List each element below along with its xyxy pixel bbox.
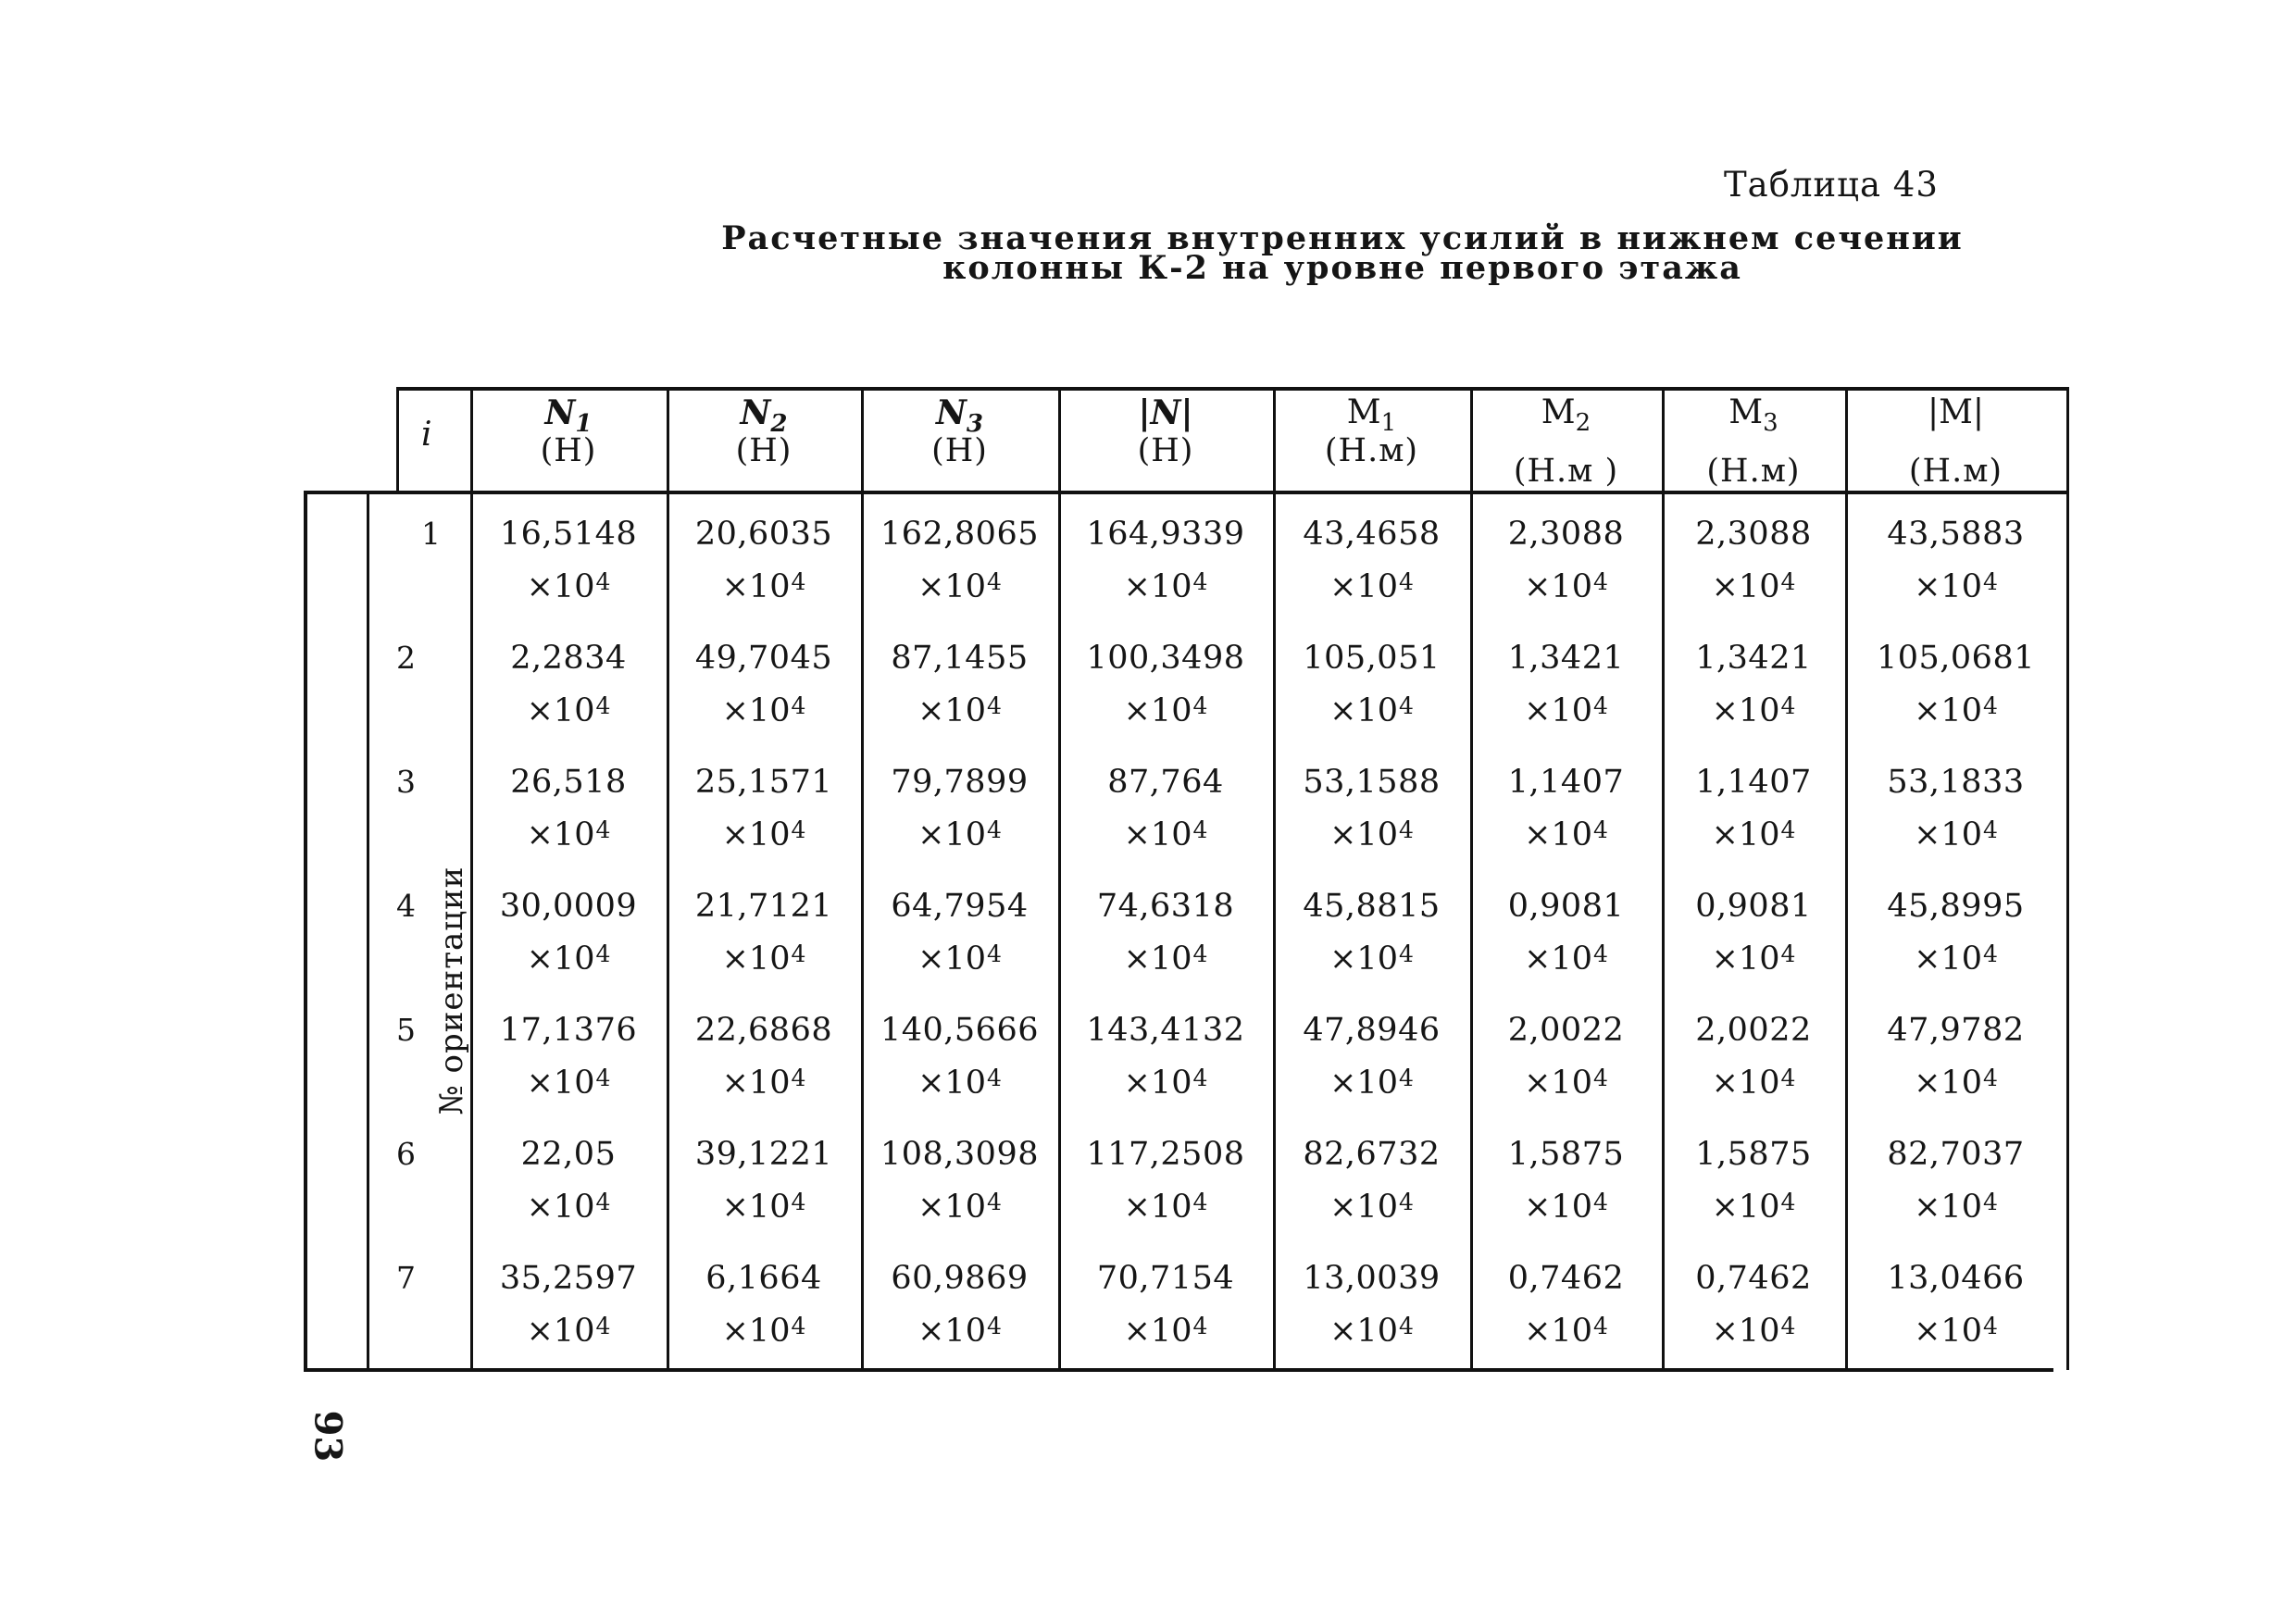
cell-value: 164,9339 xyxy=(1086,516,1245,553)
multiplier-exponent: 4 xyxy=(986,1313,1002,1339)
cell-multiplier xyxy=(1896,568,2016,605)
multiplier-base: ×10 xyxy=(526,1189,595,1226)
multiplier-base: ×10 xyxy=(1914,1313,1982,1350)
multiplier-exponent: 4 xyxy=(595,692,611,719)
row-index: 4 xyxy=(396,888,416,924)
cell-value: 2,0022 xyxy=(1507,1012,1625,1049)
row-index: 2 xyxy=(396,640,416,676)
cell-value: 105,051 xyxy=(1303,640,1441,677)
multiplier-exponent: 4 xyxy=(986,1065,1002,1091)
cell-value: 87,764 xyxy=(1107,764,1224,801)
cell-value: 0,9081 xyxy=(1507,888,1625,925)
multiplier-base: ×10 xyxy=(1329,816,1398,853)
multiplier-base: ×10 xyxy=(1914,692,1982,729)
cell-multiplier xyxy=(704,940,824,978)
multiplier-exponent: 4 xyxy=(1982,940,1998,967)
multiplier-exponent: 4 xyxy=(791,568,806,595)
cell-value: 1,3421 xyxy=(1695,640,1812,677)
multiplier-base: ×10 xyxy=(1711,940,1780,978)
cell-value: 60,9869 xyxy=(891,1260,1029,1297)
cell-multiplier xyxy=(508,1067,629,1100)
cell-value: 117,2508 xyxy=(1086,1136,1245,1173)
cell-multiplier xyxy=(704,568,824,605)
column-border-0 xyxy=(470,387,473,1370)
row-index: 6 xyxy=(396,1136,416,1172)
multiplier-base: ×10 xyxy=(1711,1189,1780,1226)
cell-multiplier xyxy=(1693,568,1814,605)
cell-value: 2,3088 xyxy=(1695,516,1812,553)
cell-value: 25,1571 xyxy=(694,764,833,801)
cell-multiplier xyxy=(508,568,629,605)
cell-multiplier xyxy=(1896,1191,2016,1224)
header-symbol-subscript: 1 xyxy=(1380,409,1397,438)
table-number: Таблица 43 xyxy=(1724,165,1939,205)
multiplier-base: ×10 xyxy=(526,1313,595,1350)
multiplier-exponent: 4 xyxy=(1780,816,1796,843)
cell-value: 49,7045 xyxy=(694,640,833,677)
cell-multiplier xyxy=(1896,692,2016,729)
cell-value: 70,7154 xyxy=(1096,1260,1235,1297)
header-unit-2: (Н) xyxy=(735,432,792,469)
header-unit-8: (Н.м) xyxy=(1908,453,2003,490)
cell-value: 0,9081 xyxy=(1695,888,1812,925)
cell-multiplier xyxy=(1693,1315,1814,1348)
cell-multiplier xyxy=(508,940,629,978)
header-index-symbol: i xyxy=(421,416,432,454)
cell-multiplier xyxy=(1506,1191,1627,1224)
multiplier-exponent: 4 xyxy=(1398,1313,1414,1339)
cell-value: 140,5666 xyxy=(880,1012,1039,1049)
multiplier-base: ×10 xyxy=(1123,816,1192,853)
header-unit-3: (Н) xyxy=(931,432,988,469)
row-index: 7 xyxy=(396,1260,416,1296)
cell-value: 43,4658 xyxy=(1303,516,1441,553)
multiplier-exponent: 4 xyxy=(791,816,806,843)
column-border-1 xyxy=(667,387,669,1370)
multiplier-exponent: 4 xyxy=(1780,1313,1796,1339)
multiplier-base: ×10 xyxy=(1329,568,1398,605)
cell-value: 47,9782 xyxy=(1887,1012,2025,1049)
multiplier-base: ×10 xyxy=(721,692,791,729)
cell-value: 74,6318 xyxy=(1096,888,1235,925)
cell-value: 1,1407 xyxy=(1507,764,1625,801)
multiplier-base: ×10 xyxy=(1329,1065,1398,1102)
header-unit-6: (Н.м ) xyxy=(1513,453,1619,490)
multiplier-exponent: 4 xyxy=(1780,1065,1796,1091)
multiplier-base: ×10 xyxy=(721,568,791,605)
cell-multiplier xyxy=(1506,1067,1627,1100)
row-index: 5 xyxy=(396,1012,416,1048)
multiplier-base: ×10 xyxy=(526,568,595,605)
header-symbol-m2: $M_2$ xyxy=(1541,393,1591,438)
cell-value: 13,0039 xyxy=(1303,1260,1441,1297)
row-group-label: № ориентации xyxy=(433,866,470,1115)
cell-multiplier xyxy=(900,1067,1020,1100)
multiplier-base: ×10 xyxy=(917,692,986,729)
multiplier-exponent: 4 xyxy=(791,1189,806,1215)
cell-value: 16,5148 xyxy=(499,516,638,553)
header-symbol-n1: $N_1$ xyxy=(544,393,593,439)
cell-multiplier xyxy=(1693,940,1814,978)
multiplier-base: ×10 xyxy=(1123,568,1192,605)
cell-multiplier xyxy=(1693,1191,1814,1224)
multiplier-base: ×10 xyxy=(1123,1313,1192,1350)
header-symbol-m1: $M_1$ xyxy=(1346,393,1397,438)
cell-multiplier xyxy=(704,816,824,853)
header-unit-7: (Н.м) xyxy=(1706,453,1801,490)
multiplier-base: ×10 xyxy=(721,940,791,978)
multiplier-exponent: 4 xyxy=(986,568,1002,595)
cell-multiplier xyxy=(1105,1067,1226,1100)
index-left-border xyxy=(396,387,399,491)
multiplier-exponent: 4 xyxy=(1192,568,1208,595)
multiplier-base: ×10 xyxy=(1524,692,1592,729)
multiplier-base: ×10 xyxy=(721,1313,791,1350)
cell-multiplier xyxy=(900,568,1020,605)
multiplier-base: ×10 xyxy=(1524,568,1592,605)
multiplier-exponent: 4 xyxy=(791,1313,806,1339)
multiplier-exponent: 4 xyxy=(1398,568,1414,595)
cell-multiplier xyxy=(1693,1067,1814,1100)
header-unit-1: (Н) xyxy=(540,432,597,469)
multiplier-exponent: 4 xyxy=(1192,692,1208,719)
cell-multiplier xyxy=(1506,568,1627,605)
group-column-border xyxy=(367,491,369,1370)
cell-multiplier xyxy=(1312,1191,1432,1224)
cell-value: 79,7899 xyxy=(891,764,1029,801)
multiplier-base: ×10 xyxy=(1123,692,1192,729)
multiplier-base: ×10 xyxy=(1711,1313,1780,1350)
cell-multiplier xyxy=(508,1315,629,1348)
multiplier-base: ×10 xyxy=(1123,940,1192,978)
multiplier-exponent: 4 xyxy=(791,1065,806,1091)
cell-multiplier xyxy=(1506,940,1627,978)
cell-multiplier xyxy=(704,1315,824,1348)
cell-value: 20,6035 xyxy=(694,516,833,553)
multiplier-exponent: 4 xyxy=(986,816,1002,843)
cell-multiplier xyxy=(1693,816,1814,853)
cell-multiplier xyxy=(1105,692,1226,729)
multiplier-exponent: 4 xyxy=(1982,1065,1998,1091)
multiplier-base: ×10 xyxy=(1329,1313,1398,1350)
row-index: 3 xyxy=(396,764,416,800)
multiplier-base: ×10 xyxy=(721,1065,791,1102)
multiplier-exponent: 4 xyxy=(1192,1189,1208,1215)
cell-value: 143,4132 xyxy=(1086,1012,1245,1049)
multiplier-exponent: 4 xyxy=(1398,940,1414,967)
cell-multiplier xyxy=(1105,940,1226,978)
multiplier-base: ×10 xyxy=(1524,1313,1592,1350)
multiplier-exponent: 4 xyxy=(1192,1313,1208,1339)
cell-value: 162,8065 xyxy=(880,516,1039,553)
multiplier-exponent: 4 xyxy=(986,940,1002,967)
header-symbol-subscript: 1 xyxy=(575,410,593,439)
multiplier-base: ×10 xyxy=(526,816,595,853)
column-border-2 xyxy=(861,387,864,1370)
multiplier-base: ×10 xyxy=(721,1189,791,1226)
table-title-line-1: Расчетные значения внутренних усилий в нижнем сечении xyxy=(721,219,1964,257)
cell-value: 35,2597 xyxy=(499,1260,638,1297)
multiplier-base: ×10 xyxy=(1711,1065,1780,1102)
cell-value: 13,0466 xyxy=(1887,1260,2025,1297)
multiplier-base: ×10 xyxy=(917,940,986,978)
cell-value: 105,0681 xyxy=(1876,640,2035,677)
multiplier-exponent: 4 xyxy=(1592,1065,1608,1091)
header-symbol-subscript: 2 xyxy=(770,410,788,439)
cell-value: 87,1455 xyxy=(891,640,1029,677)
header-unit-5: (Н.м) xyxy=(1324,432,1419,469)
cell-multiplier xyxy=(1506,816,1627,853)
table-bottom-border xyxy=(304,1368,2053,1372)
cell-multiplier xyxy=(704,692,824,729)
cell-value: 53,1833 xyxy=(1887,764,2025,801)
cell-multiplier xyxy=(1506,1315,1627,1348)
cell-value: 2,2834 xyxy=(510,640,627,677)
multiplier-base: ×10 xyxy=(1329,940,1398,978)
cell-value: 47,8946 xyxy=(1303,1012,1441,1049)
cell-value: 45,8995 xyxy=(1887,888,2025,925)
cell-value: 1,5875 xyxy=(1507,1136,1625,1173)
cell-value: 100,3498 xyxy=(1086,640,1245,677)
cell-value: 6,1664 xyxy=(705,1260,822,1297)
cell-multiplier xyxy=(900,692,1020,729)
table-top-border xyxy=(398,387,2069,391)
multiplier-exponent: 4 xyxy=(1398,692,1414,719)
cell-value: 1,3421 xyxy=(1507,640,1625,677)
multiplier-exponent: 4 xyxy=(1780,692,1796,719)
cell-multiplier xyxy=(900,940,1020,978)
multiplier-base: ×10 xyxy=(1524,816,1592,853)
multiplier-exponent: 4 xyxy=(1192,1065,1208,1091)
multiplier-base: ×10 xyxy=(917,1065,986,1102)
cell-value: 22,6868 xyxy=(694,1012,833,1049)
multiplier-exponent: 4 xyxy=(1592,692,1608,719)
cell-multiplier xyxy=(1896,816,2016,853)
column-border-8 xyxy=(2066,387,2069,1370)
multiplier-base: ×10 xyxy=(1914,816,1982,853)
multiplier-base: ×10 xyxy=(1329,1189,1398,1226)
cell-value: 108,3098 xyxy=(880,1136,1039,1173)
cell-value: 43,5883 xyxy=(1887,516,2025,553)
header-symbol-abs-mabs-: |M| xyxy=(1927,393,1985,431)
cell-multiplier xyxy=(508,1191,629,1224)
cell-multiplier xyxy=(1693,692,1814,729)
multiplier-exponent: 4 xyxy=(595,940,611,967)
multiplier-exponent: 4 xyxy=(1398,816,1414,843)
cell-multiplier xyxy=(704,1191,824,1224)
cell-multiplier xyxy=(1896,940,2016,978)
multiplier-exponent: 4 xyxy=(1192,940,1208,967)
cell-value: 0,7462 xyxy=(1695,1260,1812,1297)
cell-value: 2,0022 xyxy=(1695,1012,1812,1049)
header-symbol-subscript: 3 xyxy=(1763,409,1778,438)
header-symbol-subscript: 2 xyxy=(1575,409,1591,438)
cell-value: 39,1221 xyxy=(694,1136,833,1173)
multiplier-exponent: 4 xyxy=(595,1065,611,1091)
multiplier-base: ×10 xyxy=(1123,1189,1192,1226)
multiplier-base: ×10 xyxy=(1914,940,1982,978)
multiplier-exponent: 4 xyxy=(1982,692,1998,719)
header-symbol-n2: $N_2$ xyxy=(740,393,788,439)
multiplier-exponent: 4 xyxy=(986,692,1002,719)
page-number: 93 xyxy=(306,1410,350,1463)
cell-value: 0,7462 xyxy=(1507,1260,1625,1297)
header-unit-4: (Н) xyxy=(1137,432,1194,469)
cell-multiplier xyxy=(508,816,629,853)
header-symbol-n3: $N_3$ xyxy=(936,393,983,439)
multiplier-base: ×10 xyxy=(721,816,791,853)
multiplier-base: ×10 xyxy=(1711,816,1780,853)
cell-multiplier xyxy=(1896,1067,2016,1100)
cell-multiplier xyxy=(1312,568,1432,605)
multiplier-base: ×10 xyxy=(1914,1065,1982,1102)
cell-multiplier xyxy=(1105,1191,1226,1224)
cell-value: 21,7121 xyxy=(694,888,833,925)
multiplier-exponent: 4 xyxy=(595,1313,611,1339)
multiplier-base: ×10 xyxy=(1524,1065,1592,1102)
multiplier-base: ×10 xyxy=(917,816,986,853)
multiplier-base: ×10 xyxy=(1914,568,1982,605)
cell-value: 82,6732 xyxy=(1303,1136,1441,1173)
multiplier-exponent: 4 xyxy=(1780,1189,1796,1215)
column-border-4 xyxy=(1273,387,1276,1370)
header-symbol-subscript: 3 xyxy=(966,410,983,439)
multiplier-base: ×10 xyxy=(526,940,595,978)
header-symbol-m3: $M_3$ xyxy=(1728,393,1778,438)
multiplier-base: ×10 xyxy=(526,692,595,729)
header-bottom-border xyxy=(306,491,2069,494)
multiplier-exponent: 4 xyxy=(986,1189,1002,1215)
multiplier-exponent: 4 xyxy=(1982,568,1998,595)
cell-value: 1,5875 xyxy=(1695,1136,1812,1173)
cell-multiplier xyxy=(900,1191,1020,1224)
header-symbol-abs-nabs-: |N| xyxy=(1138,393,1193,432)
multiplier-exponent: 4 xyxy=(1398,1189,1414,1215)
multiplier-exponent: 4 xyxy=(1592,568,1608,595)
row-index: 1 xyxy=(421,516,441,552)
multiplier-exponent: 4 xyxy=(1780,568,1796,595)
cell-value: 30,0009 xyxy=(499,888,638,925)
cell-value: 17,1376 xyxy=(499,1012,638,1049)
cell-multiplier xyxy=(1312,816,1432,853)
multiplier-exponent: 4 xyxy=(1592,816,1608,843)
cell-multiplier xyxy=(900,816,1020,853)
cell-value: 22,05 xyxy=(520,1136,617,1173)
multiplier-exponent: 4 xyxy=(595,816,611,843)
cell-multiplier xyxy=(1506,692,1627,729)
multiplier-exponent: 4 xyxy=(1592,940,1608,967)
multiplier-exponent: 4 xyxy=(595,1189,611,1215)
multiplier-exponent: 4 xyxy=(1982,1189,1998,1215)
cell-multiplier xyxy=(1312,1315,1432,1348)
multiplier-base: ×10 xyxy=(1711,692,1780,729)
cell-multiplier xyxy=(704,1067,824,1100)
multiplier-base: ×10 xyxy=(1914,1189,1982,1226)
multiplier-base: ×10 xyxy=(1711,568,1780,605)
cell-multiplier xyxy=(1312,692,1432,729)
multiplier-base: ×10 xyxy=(917,1313,986,1350)
multiplier-exponent: 4 xyxy=(1982,816,1998,843)
multiplier-exponent: 4 xyxy=(1192,816,1208,843)
column-border-3 xyxy=(1058,387,1061,1370)
cell-value: 26,518 xyxy=(510,764,627,801)
multiplier-base: ×10 xyxy=(1524,1189,1592,1226)
cell-multiplier xyxy=(1312,1067,1432,1100)
cell-value: 53,1588 xyxy=(1303,764,1441,801)
cell-multiplier xyxy=(508,692,629,729)
multiplier-base: ×10 xyxy=(1329,692,1398,729)
cell-multiplier xyxy=(1105,816,1226,853)
cell-value: 45,8815 xyxy=(1303,888,1441,925)
cell-multiplier xyxy=(1105,1315,1226,1348)
multiplier-exponent: 4 xyxy=(1592,1189,1608,1215)
multiplier-exponent: 4 xyxy=(1982,1313,1998,1339)
multiplier-exponent: 4 xyxy=(595,568,611,595)
table-title-line-2: колонны К-2 на уровне первого этажа xyxy=(942,249,1742,287)
cell-value: 2,3088 xyxy=(1507,516,1625,553)
cell-value: 64,7954 xyxy=(891,888,1029,925)
outer-left-border xyxy=(304,491,307,1370)
multiplier-exponent: 4 xyxy=(1398,1065,1414,1091)
multiplier-base: ×10 xyxy=(526,1065,595,1102)
multiplier-exponent: 4 xyxy=(791,940,806,967)
cell-value: 1,1407 xyxy=(1695,764,1812,801)
cell-multiplier xyxy=(900,1315,1020,1348)
cell-multiplier xyxy=(1105,568,1226,605)
multiplier-exponent: 4 xyxy=(1780,940,1796,967)
multiplier-exponent: 4 xyxy=(791,692,806,719)
multiplier-exponent: 4 xyxy=(1592,1313,1608,1339)
cell-value: 82,7037 xyxy=(1887,1136,2025,1173)
multiplier-base: ×10 xyxy=(1524,940,1592,978)
multiplier-base: ×10 xyxy=(917,568,986,605)
multiplier-base: ×10 xyxy=(917,1189,986,1226)
multiplier-base: ×10 xyxy=(1123,1065,1192,1102)
cell-multiplier xyxy=(1312,940,1432,978)
cell-multiplier xyxy=(1896,1315,2016,1348)
